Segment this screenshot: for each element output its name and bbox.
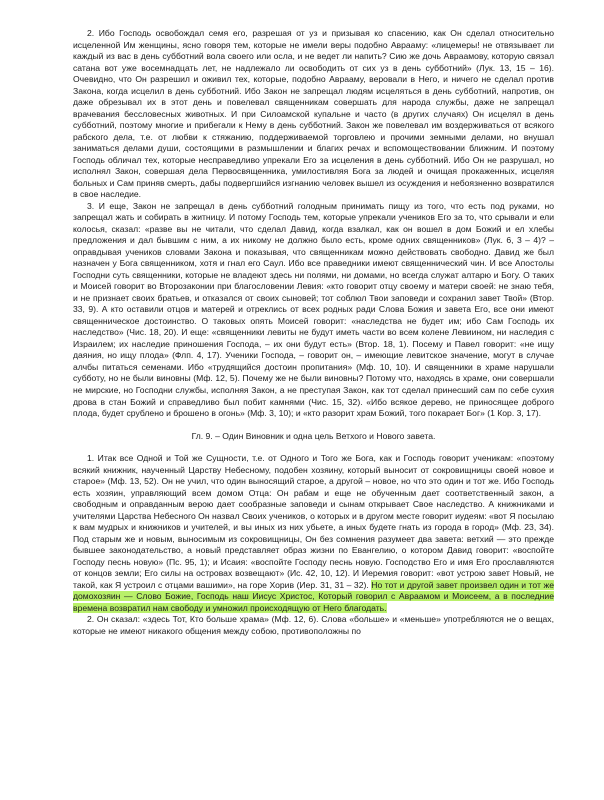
paragraph-3: 3. И еще, Закон не запрещал в день субботний голодным принимать пищу из того, что есть под руками, но запрещал жать и собирать в житницу. И потому Господь тем, которые упрекали учеников Его за то, что срывали и ели колосья, сказал: «разве вы не читали, что сделал Давид, когда взалкал, как он вошел в дом Божий и ел хлебы предложения и дал бывшим с ним, а их никому не должно было есть, кроме одних священников» (Лук. 6, 3 – 4)? – оправдывая учеников словами Закона и показывая, что священникам можно действовать свободно. Давид же был назначен у Бога священником, хотя и гнал его Саул. Ибо все праведники имеют священнический чин. И все Апостолы Господни суть священники, которые не владеют здесь ни полями, ни домами, но всегда служат алтарю и Богу. О таких и Моисей говорит во Второзаконии при благословении Левия: «кто говорит отцу своему и матери своей: не знаю тебя, и не признает своих братьев, и отказался от своих сыновей; тот соблюл Твои заповеди и сохранил завет Твой» (Втор. 33, 9). А кто оставили отцов и матерей и отреклись от всех родных ради Слова Божия и завета Его, все они имеют священническое достоинство. О таковых опять Моисей говорит: «наследства не будет им; ибо Сам Господь их наследство» (Чис. 18, 20). И еще: «священники левиты не будут иметь части во всем колене Левиином, ни наследия с Израилем; их наследие приношения Господа, – их они будут есть» (Втор. 18, 1). Посему и Павел говорит: «не ищу даяния, но ищу плода» (Флп. 4, 17). Ученики Господа, – говорит он, – имеющие левитское значение, могут в случае алчбы питаться семенами. Ибо «трудящийся достоин пропитания» (Мф. 10, 10). И священники в храме нарушали субботу, но не были виновны (Мф. 12, 5). Почему же не были виновны? Потому что, находясь в храме, они совершали не мирские, но Господни службы, исполняя Закон, а не преступая Закон, как тот сделал принесший сам по себе сухия дрова в стан Божий и справедливо был побит камнями (Чис. 15, 32). «Ибо всякое дерево, не приносящее доброго плода, будет срублено и брошено в огонь» (Мф. 3, 10); и «кто разорит храм Божий, того покарает Бог» (1 Кор. 3, 17).	[73, 200, 554, 419]
chapter-paragraph-1	[73, 453, 554, 614]
chapter-paragraph-2: 2. Он сказал: «здесь Тот, Кто больше храма» (Мф. 12, 6). Слова «больше» и «меньше» употребляются не о вещах, которые не имеют никакого общения между собою, противоположны по	[73, 614, 554, 636]
spacer	[73, 420, 554, 431]
paragraph-text: 1. Итак все Одной и Той же Сущности, т.е. от Одного и Того же Бога, как и Господь говорит ученикам: «поэтому всякий книжник, наученный Царству Небесному, подобен хозяину, который выносит от сокровищницы своей новое и старое» (Мф. 13, 52). Он не учил, что один выносящий старое, а другой – новое, но что это один и тот же. Ибо Господь есть хозяин, управляющий всем домом Отца: Он рабам и еще не обученным дает соответственный закон, а свободным и оправданным верою дает сообразные заповеди и сынам открывает Свое наследство. А книжниками и учителями Царства Небесного Он назвал Своих учеников, о которых и в другом месте говорит иудеям: «вот Я посылаю к вам мудрых и книжников и учителей, и вы иных из них убьете, а иных будете гнать из города в город» (Мф. 23, 34). Под старым же и новым, выносимым из сокровищницы, Он без сомнения разумеет два завета: ветхий — это прежде бывшее законодательство, а новый представляет образ жизни по Евангелию, о котором Давид говорит: «воспойте Господу песнь новую» (Пс. 95, 1); и Исаия: «воспойте Господу песнь новую. Господство Его и имя Его прославляются от концов земли; Его силы на островах возвещают» (Ис. 42, 10, 12). И Иеремия говорит: «вот устрою завет Новый, не такой, как Я устроил с отцами вашими», на горе Хорив (Иер. 31, 31 – 32).	[73, 453, 554, 590]
paragraph-2: 2. Ибо Господь освобождал семя его, разрешая от уз и призывая ко спасению, как Он сделал относительно исцеленной Им женщины, ясно говоря тем, которые не имели веры подобно Аврааму: «лицемеры! не отвязывает ли каждый из вас в день субботний вола своего или осла, и не ведет ли напить? Сию же дочь Авраамову, которую связал сатана вот уже восемнадцать лет, не надлежало ли освободить от сих уз в день субботний» (Лук. 13, 15 – 16). Очевидно, что Он разрешил и оживил тех, которые, подобно Аврааму, веровали в Него, и ничего не сделал против Закона, когда исцелил в день субботний. Ибо Закон не запрещал людям исцеляться в день субботний, напротив, он даже обрезывал их в этот день и повелевал священникам совершать для народа службы, даже не запрещал врачевания бессловесных животных. И при Силоамской купальне и часто (в других случаях) Он исцелял в день субботний, поэтому многие и прибегали к Нему в день субботний. Закон же повелевал им воздерживаться от всякого рабского дела, т.е. от любви к стяжанию, поддерживаемой торговлею и прочими земными делами, но внушал заниматься делами души, состоящими в размышлении и благих речах и вспомоществовании ближним. И поэтому Господь обличал тех, которые несправедливо упрекали Его за исцеления в день субботний. Ибо Он не разрушал, но исполнял Закон, совершая дела Первосвященника, умилостивляя Бога за людей и очищая прокаженных, исцеляя больных и Сам приняв смерть, дабы подвергшийся изгнанию человек вышел из осуждения и небоязненно возвратился в свое наследие.	[73, 28, 554, 200]
highlighted-text: Но тот и другой завет произвел один и тот же домохозяин — Слово Божие, Господь наш Иисус Христос, Который говорил с Авраамом и Моисеем, а в последние времена возвратил нам свободу и умножил происходящую от Него благодать.	[73, 579, 555, 613]
document-page	[73, 28, 554, 637]
chapter-heading: Гл. 9. – Один Виновник и одна цель Ветхого и Нового завета.	[191, 430, 436, 441]
spacer	[73, 442, 554, 453]
